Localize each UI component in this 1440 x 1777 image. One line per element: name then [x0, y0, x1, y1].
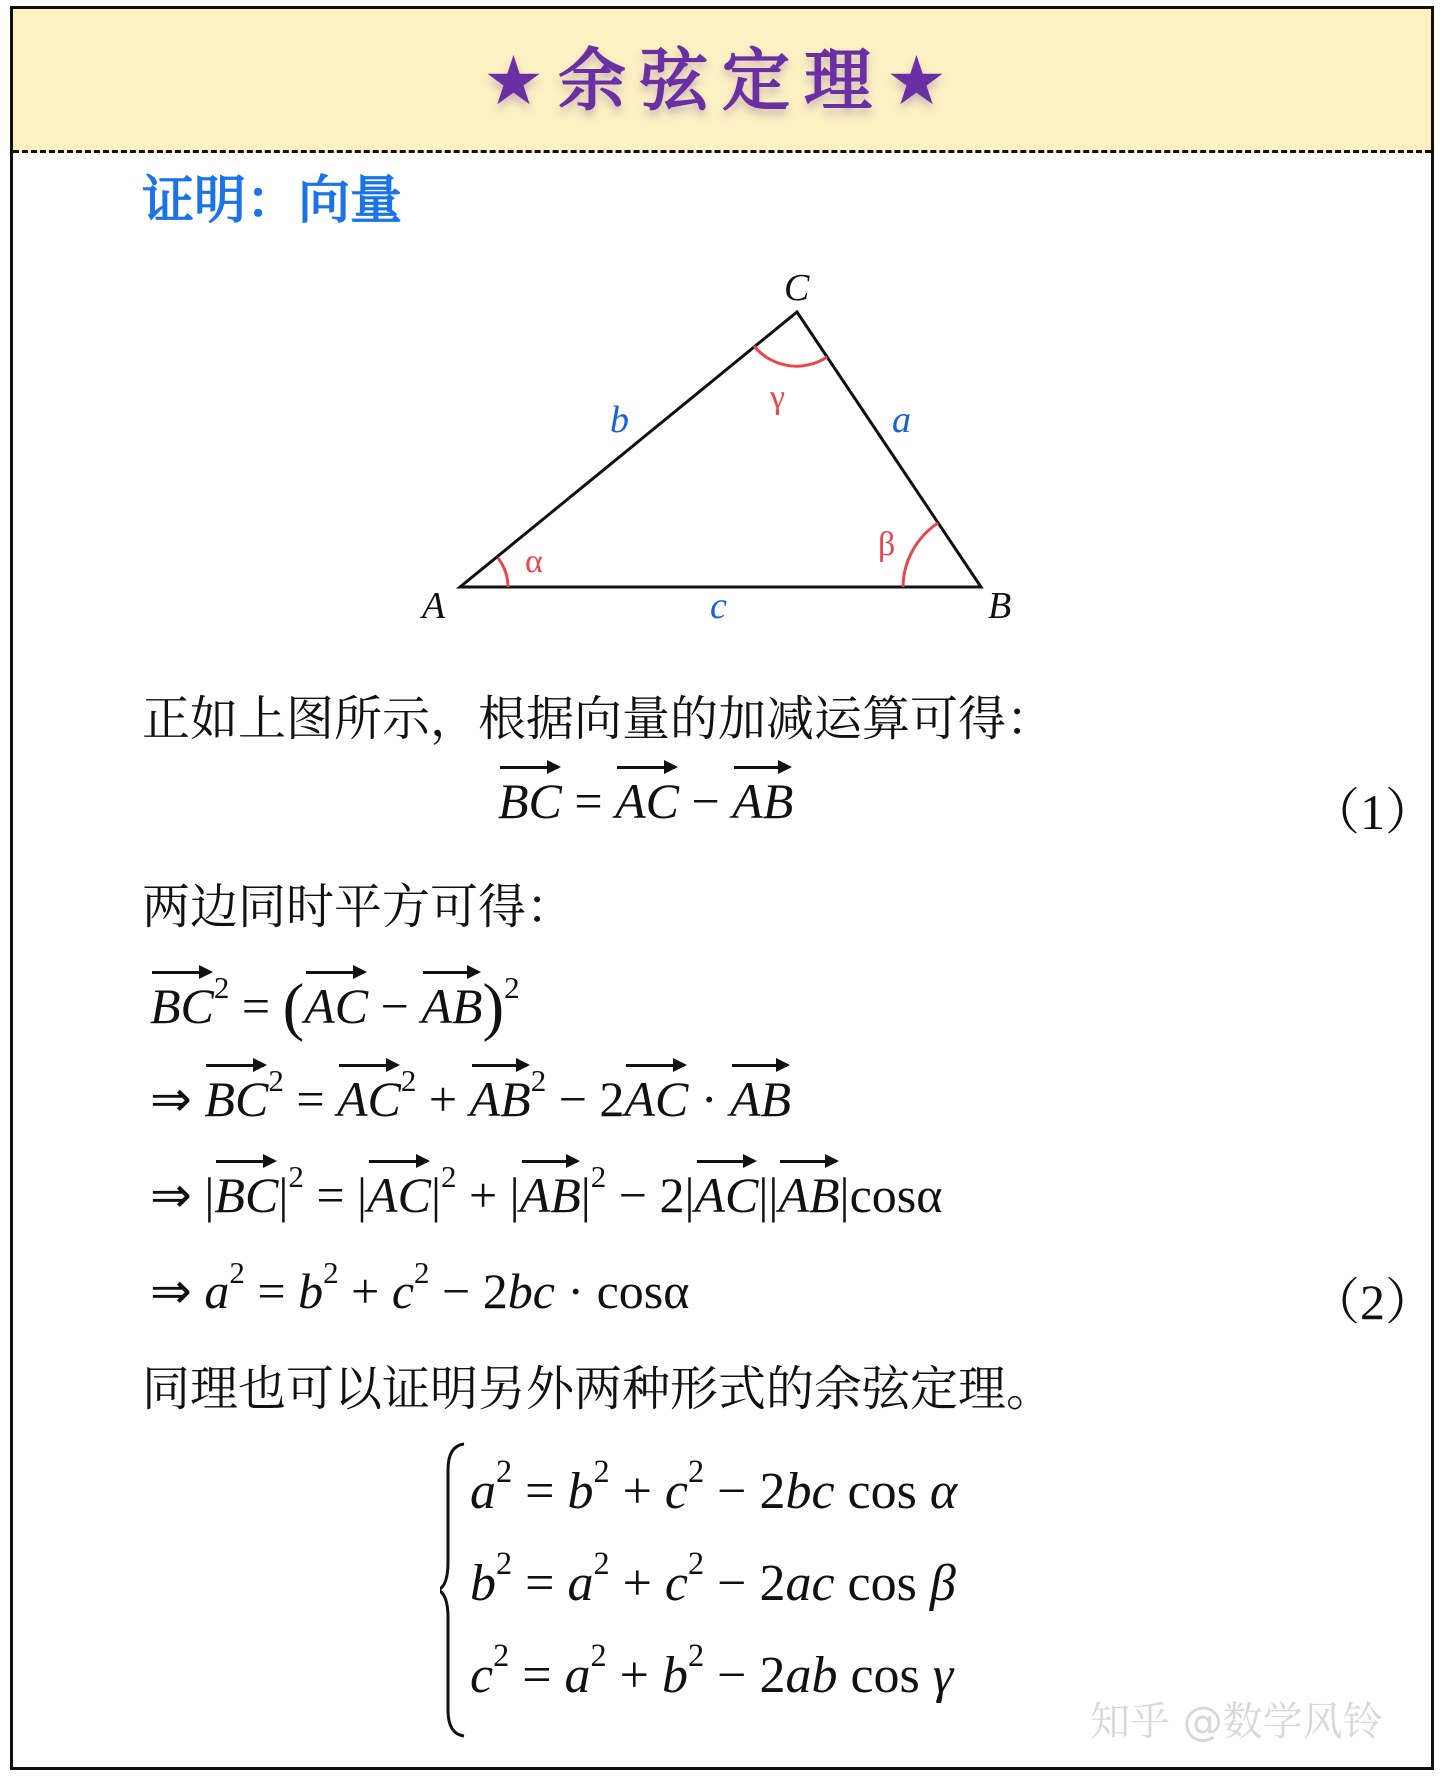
proof-subheading: 证明：向量: [142, 171, 403, 231]
triangle-diagram: [0, 0, 1440, 680]
paragraph-3: 同理也可以证明另外两种形式的余弦定理。: [142, 1361, 1055, 1417]
angle-gamma-label: γ: [770, 379, 786, 416]
cosine-law-a: $a^2 = b^2 + c^2 - 2bc$ cos α: [470, 1453, 958, 1520]
derivation-line-1: $BC^2 = (AC - AB)^2$: [150, 970, 520, 1043]
left-brace: [440, 1440, 470, 1740]
derivation-line-2: ⇒ $BC^2 = AC^2 + AB^2 - 2AC$ · AB: [150, 1063, 792, 1127]
equation-1: BC = AC − AB: [498, 773, 794, 829]
derivation-line-4: ⇒ $a^2 = b^2 + c^2 - 2bc \cdot \cos\alpha$: [150, 1255, 690, 1319]
vertex-c-label: C: [784, 267, 810, 309]
side-a-label: a: [892, 399, 911, 441]
side-b-label: b: [610, 399, 629, 441]
equation-1-number: （1）: [1310, 784, 1435, 840]
derivation-line-3: ⇒ $|BC|^2 = |AC|^2 + |AB|^2 - 2|AC||AB|\cos\alpha$: [150, 1159, 943, 1223]
cosine-law-c: $c^2 = a^2 + b^2 - 2ab$ cos γ: [470, 1637, 954, 1704]
equation-2-number: （2）: [1310, 1274, 1435, 1330]
angle-alpha-arc: [498, 558, 508, 587]
paragraph-1: 正如上图所示，根据向量的加减运算可得：: [142, 691, 1055, 747]
page-title: ★余弦定理★: [483, 42, 961, 121]
side-c-label: c: [710, 585, 727, 627]
paragraph-2: 两边同时平方可得：: [142, 879, 575, 935]
angle-alpha-label: α: [525, 543, 543, 580]
angle-gamma-arc: [754, 346, 827, 366]
zhihu-watermark: 知乎 @数学风铃: [1090, 1699, 1383, 1745]
vertex-b-label: B: [988, 585, 1012, 627]
angle-beta-label: β: [878, 526, 896, 563]
cosine-law-b: $b^2 = a^2 + c^2 - 2ac$ cos β: [470, 1545, 956, 1612]
cosine-law-system: [440, 1440, 1040, 1740]
vertex-a-label: A: [422, 585, 446, 627]
angle-beta-arc: [903, 523, 938, 587]
